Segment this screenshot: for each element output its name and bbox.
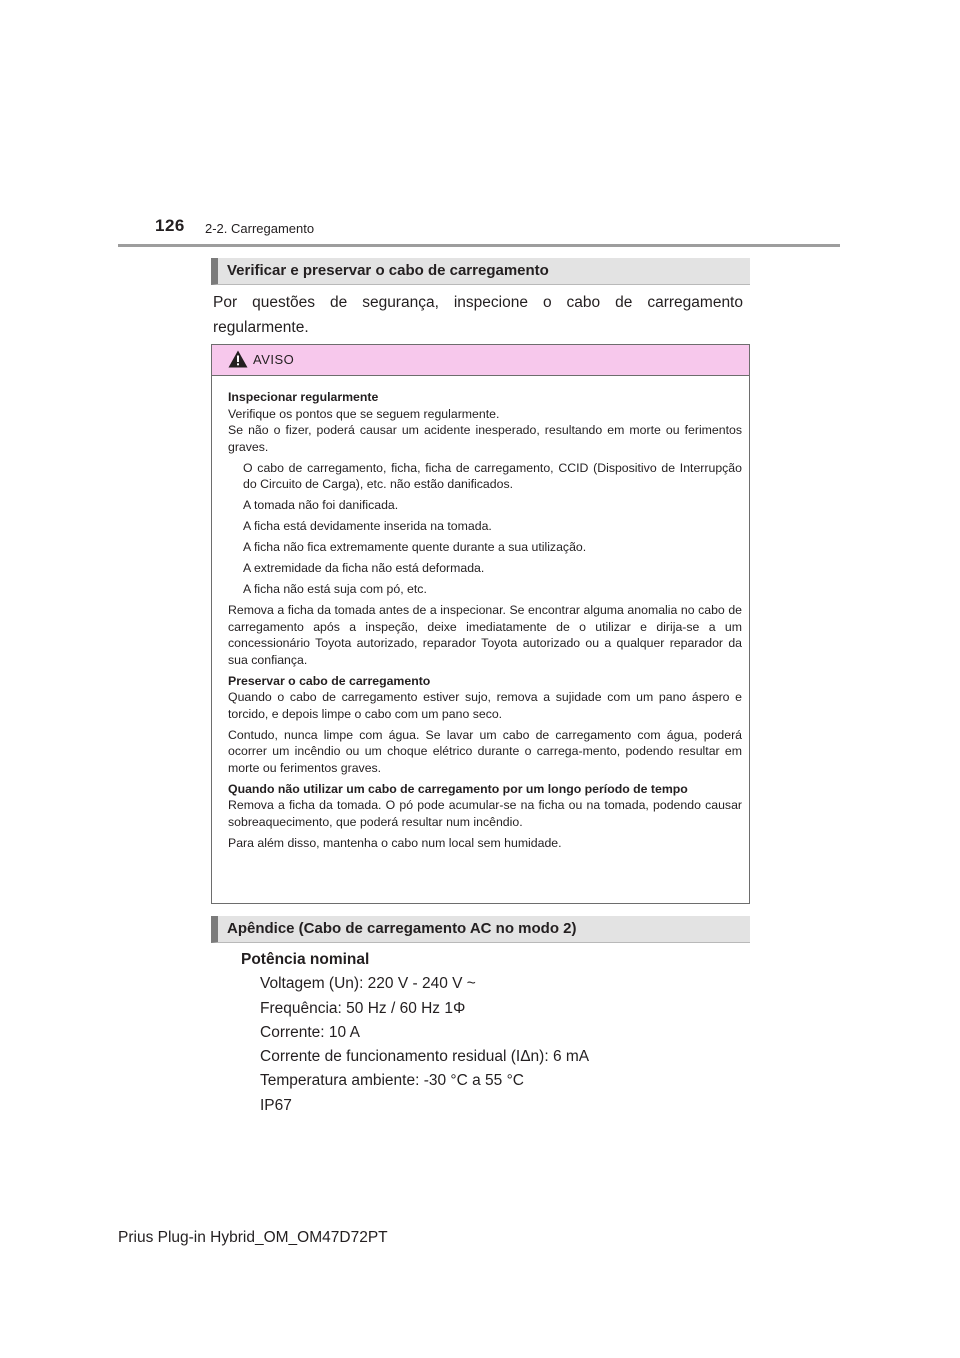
- section-title: Verificar e preservar o cabo de carregamento: [227, 262, 549, 279]
- rating-heading: Potência nominal: [241, 951, 370, 968]
- unused-heading: Quando não utilizar um cabo de carregamento por um longo período de tempo: [228, 781, 688, 796]
- inspect-text: Remova a ficha da tomada antes de a inspecionar. Se encontrar alguma anomalia no cabo de carregamento após a inspeção, deixe imediatamente de o utilizar e dirija-se a um concessionário Toyota autorizado, reparador Toyota autorizado ou a qualquer reparador da sua confiança.: [228, 603, 742, 667]
- page-number: 126: [155, 216, 185, 235]
- unused-text: Remova a ficha da tomada. O pó pode acumular-se na ficha ou na tomada, podendo causar sobreaquecimento, que poderá resultar num incêndio.: [228, 798, 742, 829]
- section-title: Apêndice (Cabo de carregamento AC no modo 2): [227, 920, 577, 937]
- appendix-ratings: [241, 948, 589, 1118]
- rating-item: Frequência: 50 Hz / 60 Hz 1Φ: [260, 999, 466, 1017]
- preserve-text: Quando o cabo de carregamento estiver sujo, remova a sujidade com um pano áspero e torcido, e depois limpe o cabo com um pano seco.: [228, 690, 742, 721]
- rating-item: Corrente: 10 A: [260, 1023, 360, 1041]
- check-item: A tomada não foi danificada.: [243, 498, 399, 512]
- preserve-heading: Preservar o cabo de carregamento: [228, 673, 431, 688]
- warning-title: AVISO: [253, 352, 295, 367]
- check-item: A ficha não está suja com pó, etc.: [243, 582, 427, 596]
- section-heading-bar: [211, 916, 750, 943]
- warning-box: [211, 344, 750, 904]
- intro-paragraph: Por questões de segurança, inspecione o cabo de carregamento regularmente.: [213, 294, 743, 336]
- inspect-text: Verifique os pontos que se seguem regularmente.: [228, 406, 500, 421]
- inspect-heading: Inspecionar regularmente: [228, 390, 379, 404]
- rating-item: IP67: [260, 1096, 292, 1114]
- preserve-text: Contudo, nunca limpe com água. Se lavar um cabo de carregamento com água, poderá ocorrer um incêndio ou um choque elétrico durante o carrega-mento, podendo resultar em morte ou ferimentos graves.: [228, 727, 742, 775]
- header-divider: [118, 244, 840, 247]
- inspect-text: Se não o fizer, poderá causar um acidente inesperado, resultando em morte ou ferimentos graves.: [228, 423, 742, 454]
- check-item: O cabo de carregamento, ficha, ficha de carregamento, CCID (Dispositivo de Interrupção do Circuito de Carga), etc. não estão danificados.: [243, 460, 742, 491]
- check-item: A ficha não fica extremamente quente durante a sua utilização.: [243, 540, 587, 554]
- rating-item: Temperatura ambiente: -30 °C a 55 °C: [260, 1072, 524, 1090]
- unused-text: Para além disso, mantenha o cabo num local sem humidade.: [228, 835, 562, 850]
- warning-triangle-icon: [228, 350, 248, 368]
- footer-doc-id: Prius Plug-in Hybrid_OM_OM47D72PT: [118, 1229, 388, 1246]
- section-heading-bar: [211, 258, 750, 285]
- warning-body: [212, 376, 749, 851]
- check-item: A ficha está devidamente inserida na tomada.: [243, 519, 492, 533]
- check-item: A extremidade da ficha não está deformada.: [243, 561, 485, 575]
- rating-item: Corrente de funcionamento residual (IΔn): 6 mA: [260, 1048, 590, 1066]
- rating-item: Voltagem (Un): 220 V - 240 V ~: [260, 975, 476, 993]
- warning-header: [212, 345, 749, 376]
- section-breadcrumb: 2-2. Carregamento: [205, 221, 315, 236]
